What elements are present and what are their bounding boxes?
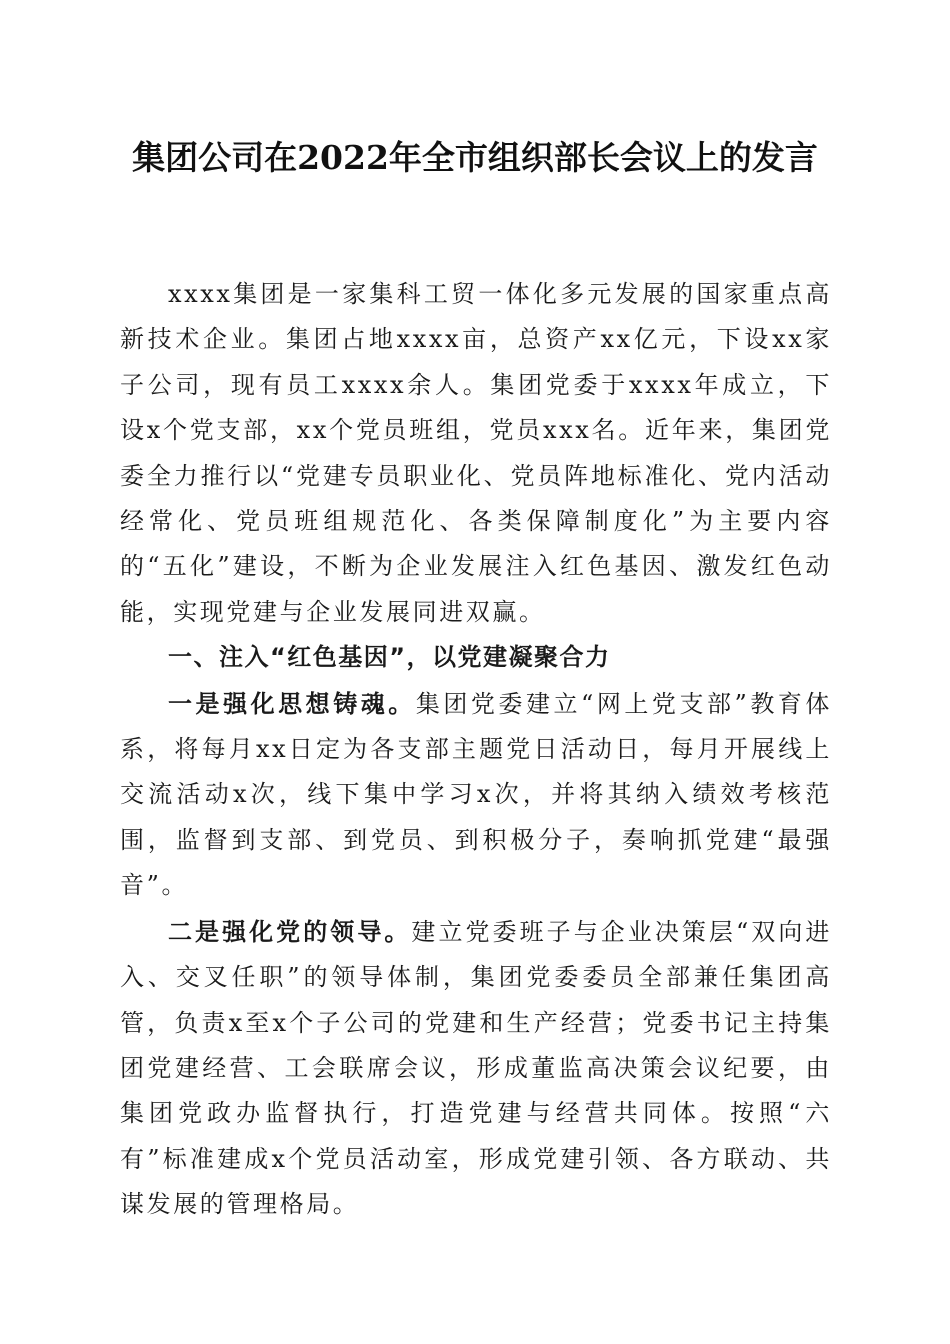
section-heading: 一、注入“红色基因”，以党建凝聚合力 — [168, 643, 611, 672]
paragraph-thought — [120, 681, 832, 909]
paragraph-lead: 二是强化党的领导。 — [168, 916, 412, 946]
paragraph-lead: 一是强化思想铸魂。 — [168, 688, 416, 718]
paragraph-text: 集团党委建立“网上党支部”教育体系，将每月xx日定为各支部主题党日活动日，每月开展线上交流活动x次，线下集中学习x次，并将其纳入绩效考核范围，监督到支部、到党员、到积极分子，奏响抓党建“最强音”。 — [120, 689, 832, 900]
paragraph-text: 建立党委班子与企业决策层“双向进入、交叉任职”的领导体制，集团党委委员全部兼任集团高管，负责x至x个子公司的党建和生产经营；党委书记主持集团党建经营、工会联席会议，形成董监高决策会议纪要，由集团党政办监督执行，打造党建与经营共同体。按照“六有”标准建成x个党员活动室，形成党建引领、各方联动、共谋发展的管理格局。 — [120, 917, 832, 1219]
intro-paragraph: xxxx集团是一家集科工贸一体化多元发展的国家重点高新技术企业。集团占地xxxx亩，总资产xx亿元，下设xx家子公司，现有员工xxxx余人。集团党委于xxxx年成立，下设x个党支部，xx个党员班组，党员xxx名。近年来，集团党委全力推行以“党建专员职业化、党员阵地标准化、党内活动经常化、党员班组规范化、各类保障制度化”为主要内容的“五化”建设，不断为企业发展注入红色基因、激发红色动能，实现党建与企业发展同进双赢。 — [120, 280, 832, 626]
document-title: 集团公司在2022年全市组织部长会议上的发言 — [132, 138, 818, 177]
paragraph-leadership — [120, 909, 832, 1228]
document-body — [120, 272, 832, 1228]
